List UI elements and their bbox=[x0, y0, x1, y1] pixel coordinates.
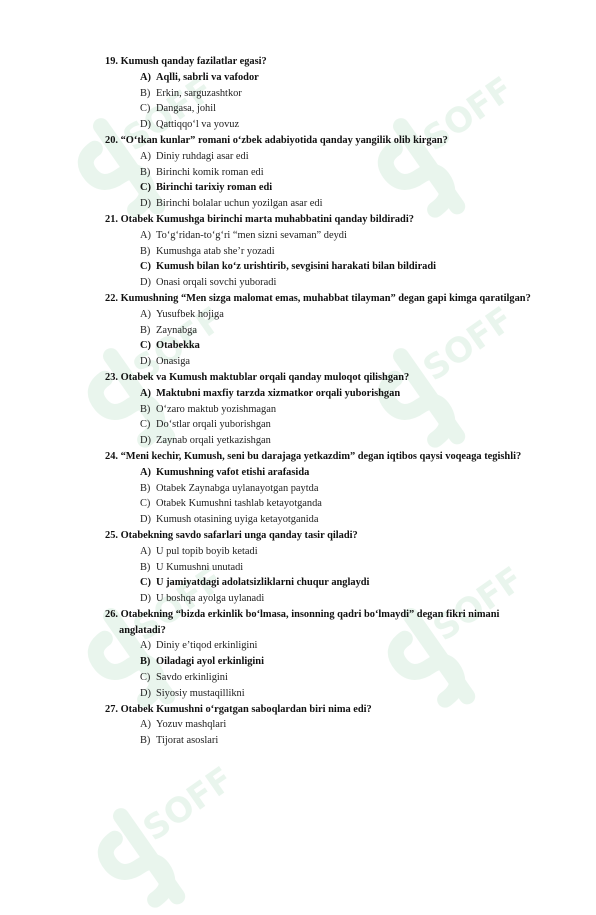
question-label: 21. Otabek Kumushga birinchi marta muhabbatini qanday bildiradi? bbox=[105, 213, 414, 225]
answer-option bbox=[140, 512, 546, 528]
question-label: 22. Kumushning “Men sizga malomat emas, muhabbat tilayman” degan gapi kimga qaratilgan? bbox=[105, 292, 531, 304]
option-letter: B) bbox=[140, 324, 151, 336]
answer-option bbox=[140, 275, 546, 291]
option-letter: D) bbox=[140, 435, 151, 447]
option-text: Do‘stlar orqali yuborishgan bbox=[156, 419, 271, 431]
answer-option bbox=[140, 496, 546, 512]
option-text: Yozuv mashqlari bbox=[156, 719, 227, 731]
option-letter: C) bbox=[140, 103, 151, 115]
option-text: Onasiga bbox=[156, 356, 191, 368]
option-letter: C) bbox=[140, 672, 151, 684]
answer-option bbox=[140, 101, 546, 117]
option-text: Onasi orqali sovchi yuboradi bbox=[156, 277, 277, 289]
answer-option bbox=[140, 481, 546, 497]
option-letter: A) bbox=[140, 719, 151, 731]
option-letter: C) bbox=[140, 182, 151, 194]
option-letter: B) bbox=[140, 166, 151, 178]
question-label: 20. “O‘tkan kunlar” romani o‘zbek adabiyotida qanday yangilik olib kirgan? bbox=[105, 134, 448, 146]
answer-option bbox=[140, 686, 546, 702]
answer-option-correct bbox=[140, 259, 546, 275]
option-letter: D) bbox=[140, 198, 151, 210]
answer-option bbox=[140, 165, 546, 181]
question-text bbox=[105, 54, 546, 70]
answer-option bbox=[140, 228, 546, 244]
option-letter: C) bbox=[140, 340, 151, 352]
option-text: U Kumushni unutadi bbox=[156, 561, 244, 573]
soff-logo-watermark-icon bbox=[80, 760, 230, 910]
option-letter: D) bbox=[140, 593, 151, 605]
svg-text:SOFF: SOFF bbox=[135, 760, 230, 850]
option-letter: D) bbox=[140, 356, 151, 368]
answer-option bbox=[140, 717, 546, 733]
option-text: Yusufbek hojiga bbox=[156, 308, 224, 320]
svg-text:SOFF: SOFF bbox=[125, 300, 220, 390]
svg-text:SOFF: SOFF bbox=[115, 70, 210, 160]
answer-option bbox=[140, 433, 546, 449]
option-letter: A) bbox=[140, 308, 151, 320]
answer-option-correct bbox=[140, 338, 546, 354]
option-letter: A) bbox=[140, 150, 151, 162]
option-letter: B) bbox=[140, 656, 151, 668]
option-text: Birinchi bolalar uchun yozilgan asar edi bbox=[156, 198, 323, 210]
option-letter: B) bbox=[140, 482, 151, 494]
answer-option-correct bbox=[140, 465, 546, 481]
option-text: Kumush bilan ko‘z urishtirib, sevgisini harakati bilan bildiradi bbox=[156, 261, 437, 273]
question-text bbox=[105, 291, 546, 307]
option-letter: A) bbox=[140, 71, 151, 83]
option-text: Otabek Zaynabga uylanayotgan paytda bbox=[156, 482, 319, 494]
option-text: Siyosiy mustaqillikni bbox=[156, 687, 245, 699]
option-text: Qattiqqo‘l va yovuz bbox=[156, 119, 240, 131]
answer-option-correct bbox=[140, 70, 546, 86]
option-text: O‘zaro maktub yozishmagan bbox=[156, 403, 277, 415]
question-text bbox=[105, 702, 546, 718]
question-text bbox=[105, 607, 546, 639]
answer-option bbox=[140, 354, 546, 370]
question-text bbox=[105, 212, 546, 228]
answer-option bbox=[140, 402, 546, 418]
option-letter: A) bbox=[140, 466, 151, 478]
option-letter: D) bbox=[140, 687, 151, 699]
svg-text:SOFF: SOFF bbox=[415, 300, 510, 390]
option-text: Zaynab orqali yetkazishgan bbox=[156, 435, 271, 447]
question-text bbox=[105, 528, 546, 544]
answer-option bbox=[140, 591, 546, 607]
answer-option bbox=[140, 560, 546, 576]
question-label: 19. Kumush qanday fazilatlar egasi? bbox=[105, 56, 267, 67]
answer-option bbox=[140, 638, 546, 654]
option-letter: B) bbox=[140, 403, 151, 415]
answer-option bbox=[140, 244, 546, 260]
option-letter: C) bbox=[140, 498, 151, 510]
question-label: 23. Otabek va Kumush maktublar orqali qanday muloqot qilishgan? bbox=[105, 371, 410, 383]
answer-option bbox=[140, 86, 546, 102]
question-text bbox=[105, 133, 546, 149]
svg-text:SOFF: SOFF bbox=[425, 560, 520, 650]
answer-option-correct bbox=[140, 180, 546, 196]
option-letter: C) bbox=[140, 261, 151, 273]
answer-option bbox=[140, 196, 546, 212]
answer-option bbox=[140, 149, 546, 165]
option-letter: D) bbox=[140, 119, 151, 131]
question-label: 26. Otabekning “bizda erkinlik bo‘lmasa, insonning qadri bo‘lmaydi” degan fikri nimani anglatadi? bbox=[105, 608, 500, 636]
option-text: To‘g‘ridan-to‘g‘ri “men sizni sevaman” deydi bbox=[156, 229, 347, 241]
option-letter: D) bbox=[140, 514, 151, 526]
option-letter: A) bbox=[140, 640, 151, 652]
option-text: U boshqa ayolga uylanadi bbox=[156, 593, 265, 605]
option-letter: A) bbox=[140, 387, 151, 399]
answer-option bbox=[140, 323, 546, 339]
answer-option bbox=[140, 733, 546, 749]
question-text bbox=[105, 449, 546, 465]
answer-option bbox=[140, 670, 546, 686]
option-letter: D) bbox=[140, 277, 151, 289]
option-text: Diniy ruhdagi asar edi bbox=[156, 150, 249, 162]
option-letter: A) bbox=[140, 229, 151, 241]
option-text: Savdo erkinligini bbox=[156, 672, 228, 684]
option-text: Erkin, sarguzashtkor bbox=[156, 87, 242, 99]
quiz-content bbox=[98, 54, 546, 749]
option-text: Birinchi komik roman edi bbox=[156, 166, 264, 178]
option-text: Aqlli, sabrli va vafodor bbox=[156, 71, 259, 83]
option-letter: C) bbox=[140, 419, 151, 431]
answer-option-correct bbox=[140, 575, 546, 591]
svg-text:SOFF: SOFF bbox=[415, 70, 510, 160]
answer-option-correct bbox=[140, 654, 546, 670]
option-text: Dangasa, johil bbox=[156, 103, 217, 115]
option-letter: A) bbox=[140, 545, 151, 557]
option-text: Maktubni maxfiy tarzda xizmatkor orqali yuborishgan bbox=[156, 387, 401, 399]
option-letter: B) bbox=[140, 735, 151, 747]
answer-option bbox=[140, 544, 546, 560]
question-label: 24. “Meni kechir, Kumush, seni bu darajaga yetkazdim” degan iqtibos qaysi voqeaga tegishli? bbox=[105, 450, 522, 462]
answer-option bbox=[140, 307, 546, 323]
answer-option bbox=[140, 117, 546, 133]
option-text: Zaynabga bbox=[156, 324, 197, 336]
option-text: Birinchi tarixiy roman edi bbox=[156, 182, 273, 194]
option-text: Otabekka bbox=[156, 340, 200, 352]
question-text bbox=[105, 370, 546, 386]
option-letter: B) bbox=[140, 561, 151, 573]
option-text: Kumushning vafot etishi arafasida bbox=[156, 466, 310, 478]
answer-option-correct bbox=[140, 386, 546, 402]
option-letter: C) bbox=[140, 577, 151, 589]
option-text: Diniy e’tiqod erkinligini bbox=[156, 640, 258, 652]
option-letter: B) bbox=[140, 245, 151, 257]
option-text: Tijorat asoslari bbox=[156, 735, 219, 747]
option-text: U pul topib boyib ketadi bbox=[156, 545, 258, 557]
option-text: Otabek Kumushni tashlab ketayotganda bbox=[156, 498, 322, 510]
option-text: U jamiyatdagi adolatsizliklarni chuqur anglaydi bbox=[156, 577, 370, 589]
svg-text:SOFF: SOFF bbox=[125, 560, 220, 650]
option-text: Kumush otasining uyiga ketayotganida bbox=[156, 514, 319, 526]
option-text: Kumushga atab she’r yozadi bbox=[156, 245, 275, 257]
answer-option bbox=[140, 417, 546, 433]
question-label: 25. Otabekning savdo safarlari unga qanday tasir qiladi? bbox=[105, 529, 358, 541]
option-letter: B) bbox=[140, 87, 151, 99]
option-text: Oiladagi ayol erkinligini bbox=[156, 656, 264, 668]
question-label: 27. Otabek Kumushni o‘rgatgan saboqlardan biri nima edi? bbox=[105, 703, 372, 715]
